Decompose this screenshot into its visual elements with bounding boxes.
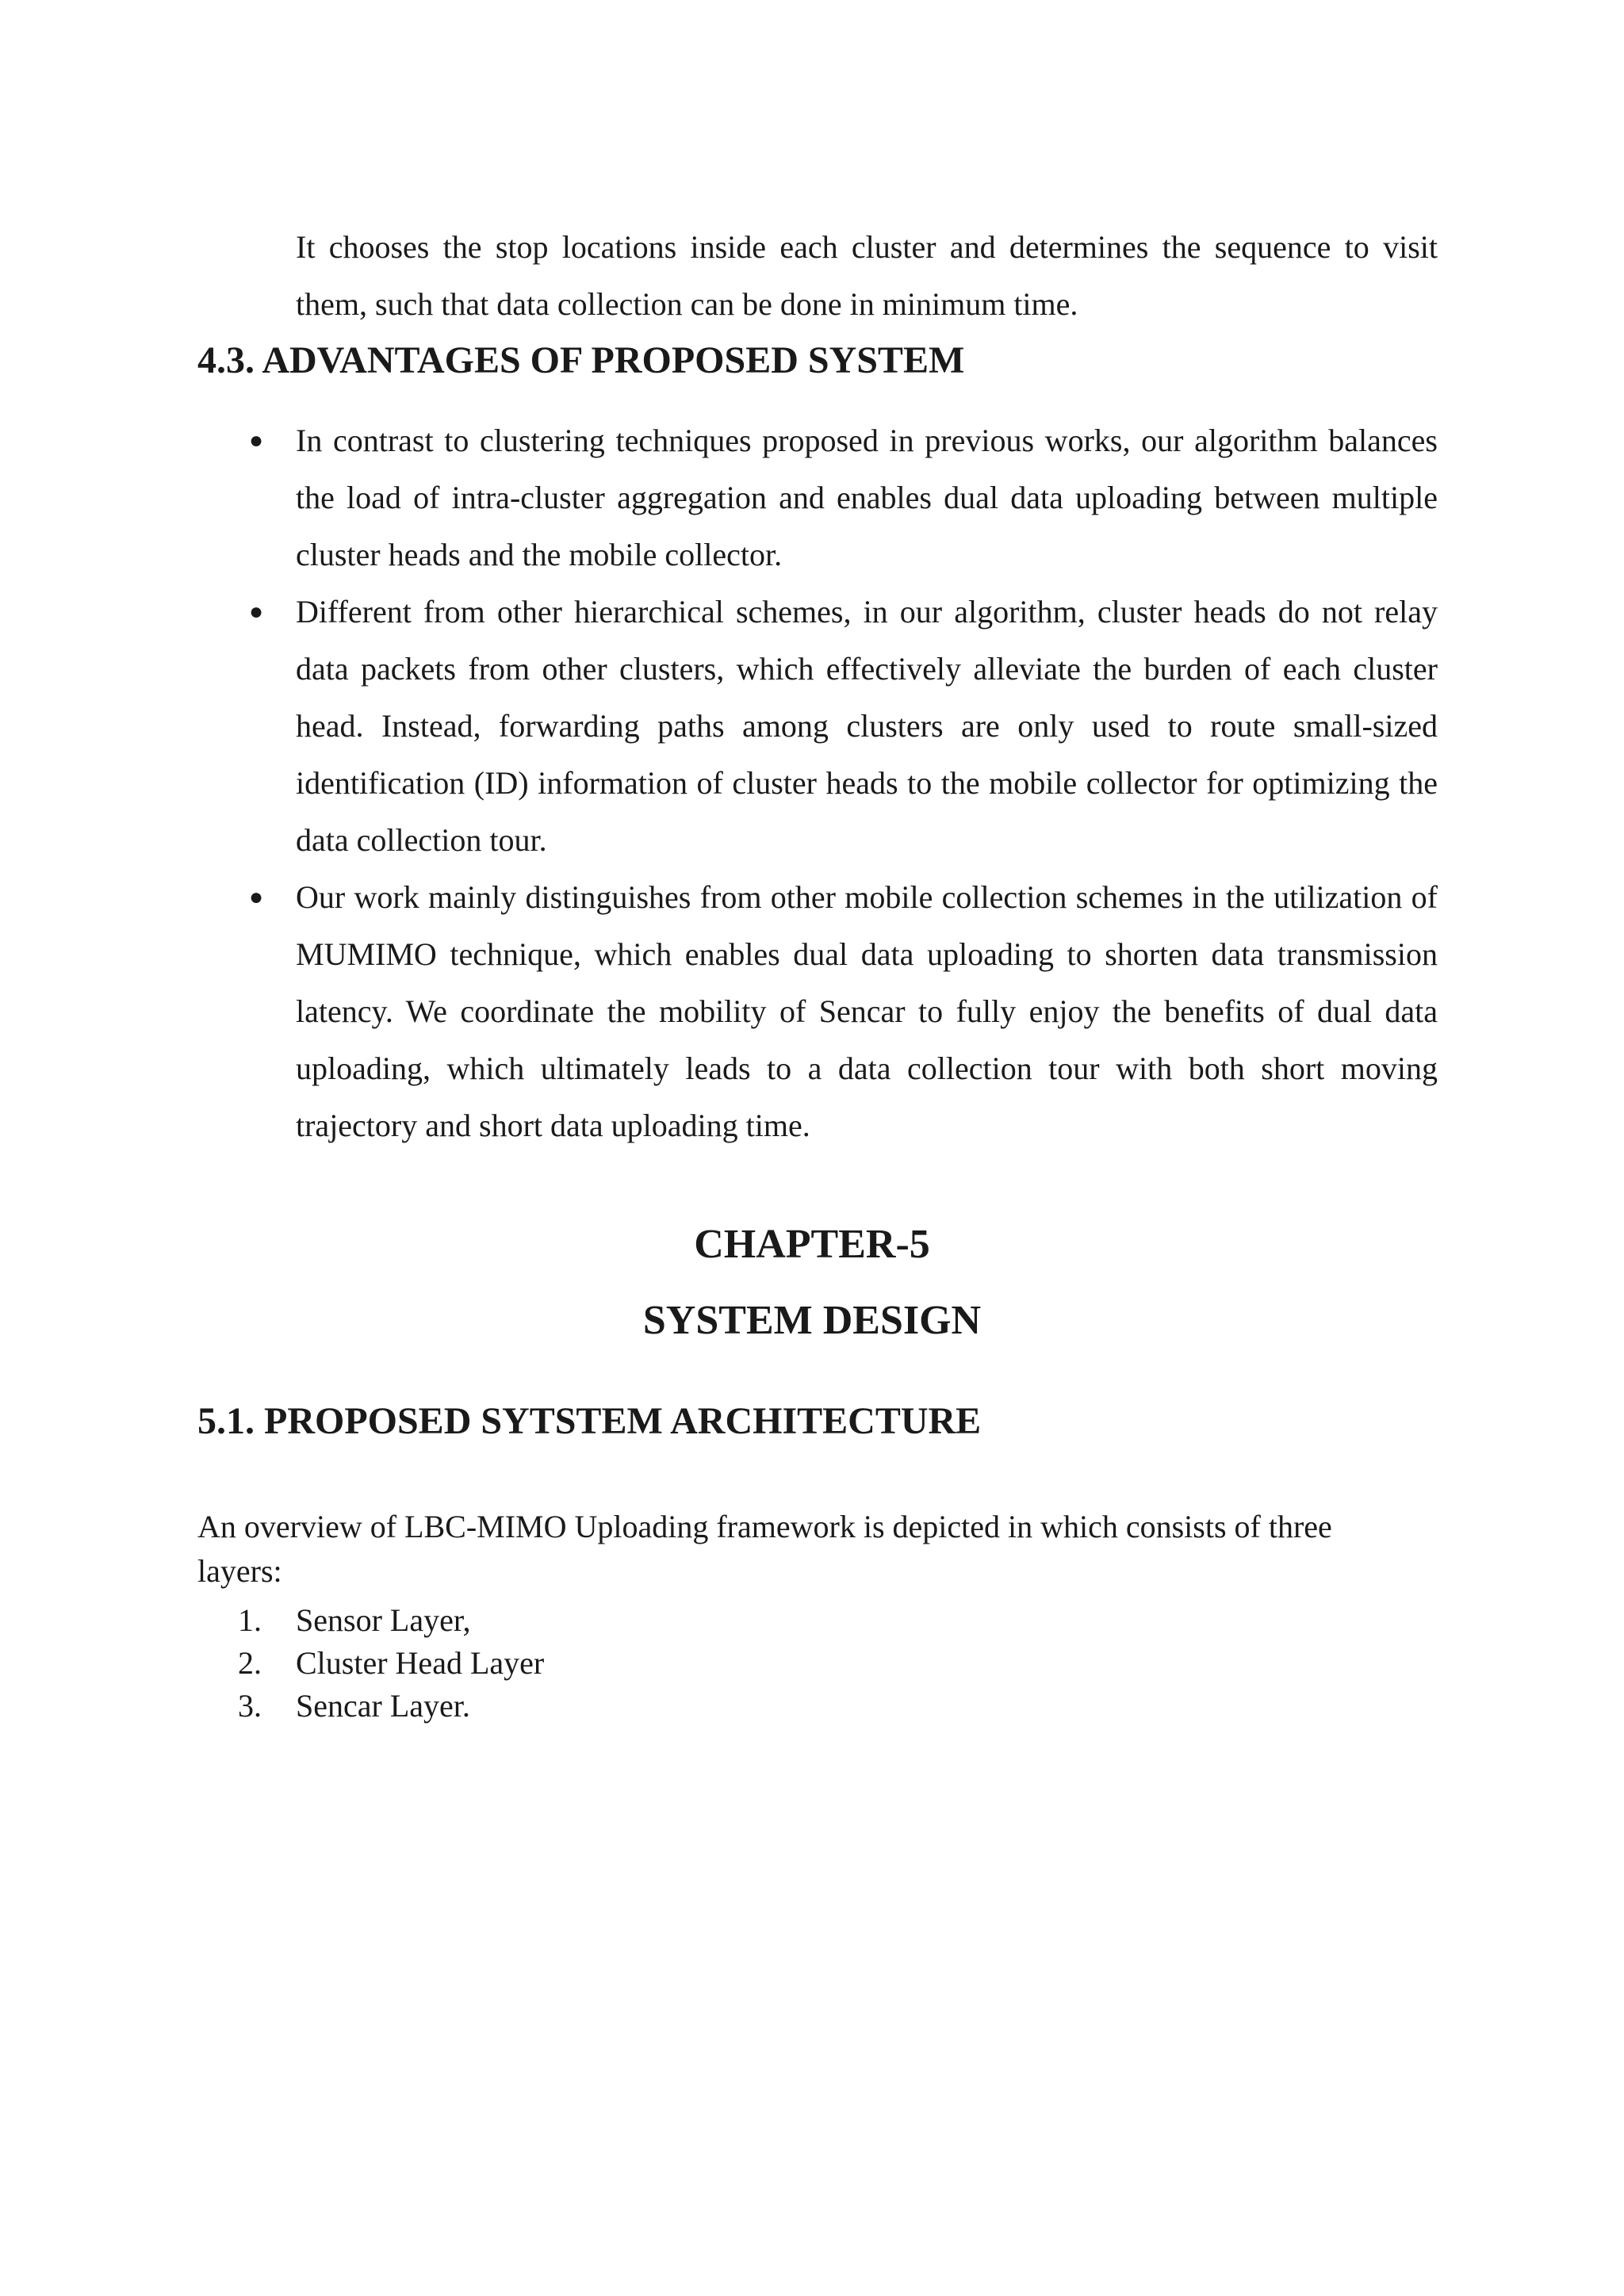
list-number: 1.	[238, 1602, 262, 1638]
bullet-icon: ●	[249, 884, 264, 910]
list-item	[238, 869, 1438, 1154]
list-number: 2.	[238, 1645, 262, 1681]
advantages-list	[238, 412, 1438, 1154]
list-item	[238, 1599, 544, 1642]
section-heading-4-3: 4.3. ADVANTAGES OF PROPOSED SYSTEM	[197, 339, 965, 381]
intro-paragraph: It chooses the stop locations inside each cluster and determines the sequence to visit them, such that data collection can be done in minimum time.	[296, 229, 1438, 322]
list-item	[238, 412, 1438, 584]
list-item	[238, 584, 1438, 869]
bullet-icon: ●	[249, 599, 264, 625]
bullet-text: Our work mainly distinguishes from other mobile collection schemes in the utilization of MUMIMO technique, which enables dual data uploading to shorten data transmission latency. We coordinate the mobility of Sencar to fully enjoy the benefits of dual data uploading, which ultimately leads to a data collection tour with both short moving trajectory and short data uploading time.	[296, 879, 1438, 1143]
chapter-title: SYSTEM DESIGN	[642, 1298, 982, 1343]
layers-list	[238, 1599, 544, 1728]
bullet-icon: ●	[249, 427, 264, 453]
layer-label: Cluster Head Layer	[296, 1645, 545, 1681]
bullet-text: In contrast to clustering techniques proposed in previous works, our algorithm balances the load of intra-cluster aggregation and enables dual data uploading between multiple cluster heads and the mobile collector.	[296, 423, 1438, 572]
layer-label: Sensor Layer,	[296, 1602, 471, 1638]
list-item	[238, 1685, 544, 1728]
section-heading-5-1: 5.1. PROPOSED SYTSTEM ARCHITECTURE	[197, 1400, 982, 1442]
overview-paragraph: An overview of LBC-MIMO Uploading framework is depicted in which consists of three layers:	[197, 1509, 1332, 1589]
bullet-text: Different from other hierarchical schemes, in our algorithm, cluster heads do not relay data packets from other clusters, which effectively alleviate the burden of each cluster head. Instead, forwarding paths among clusters are only used to route small-sized identification (ID) information of cluster heads to the mobile collector for optimizing the data collection tour.	[296, 594, 1438, 858]
chapter-number: CHAPTER-5	[694, 1222, 930, 1267]
layer-label: Sencar Layer.	[296, 1688, 470, 1724]
list-number: 3.	[238, 1688, 262, 1724]
list-item	[238, 1642, 544, 1685]
